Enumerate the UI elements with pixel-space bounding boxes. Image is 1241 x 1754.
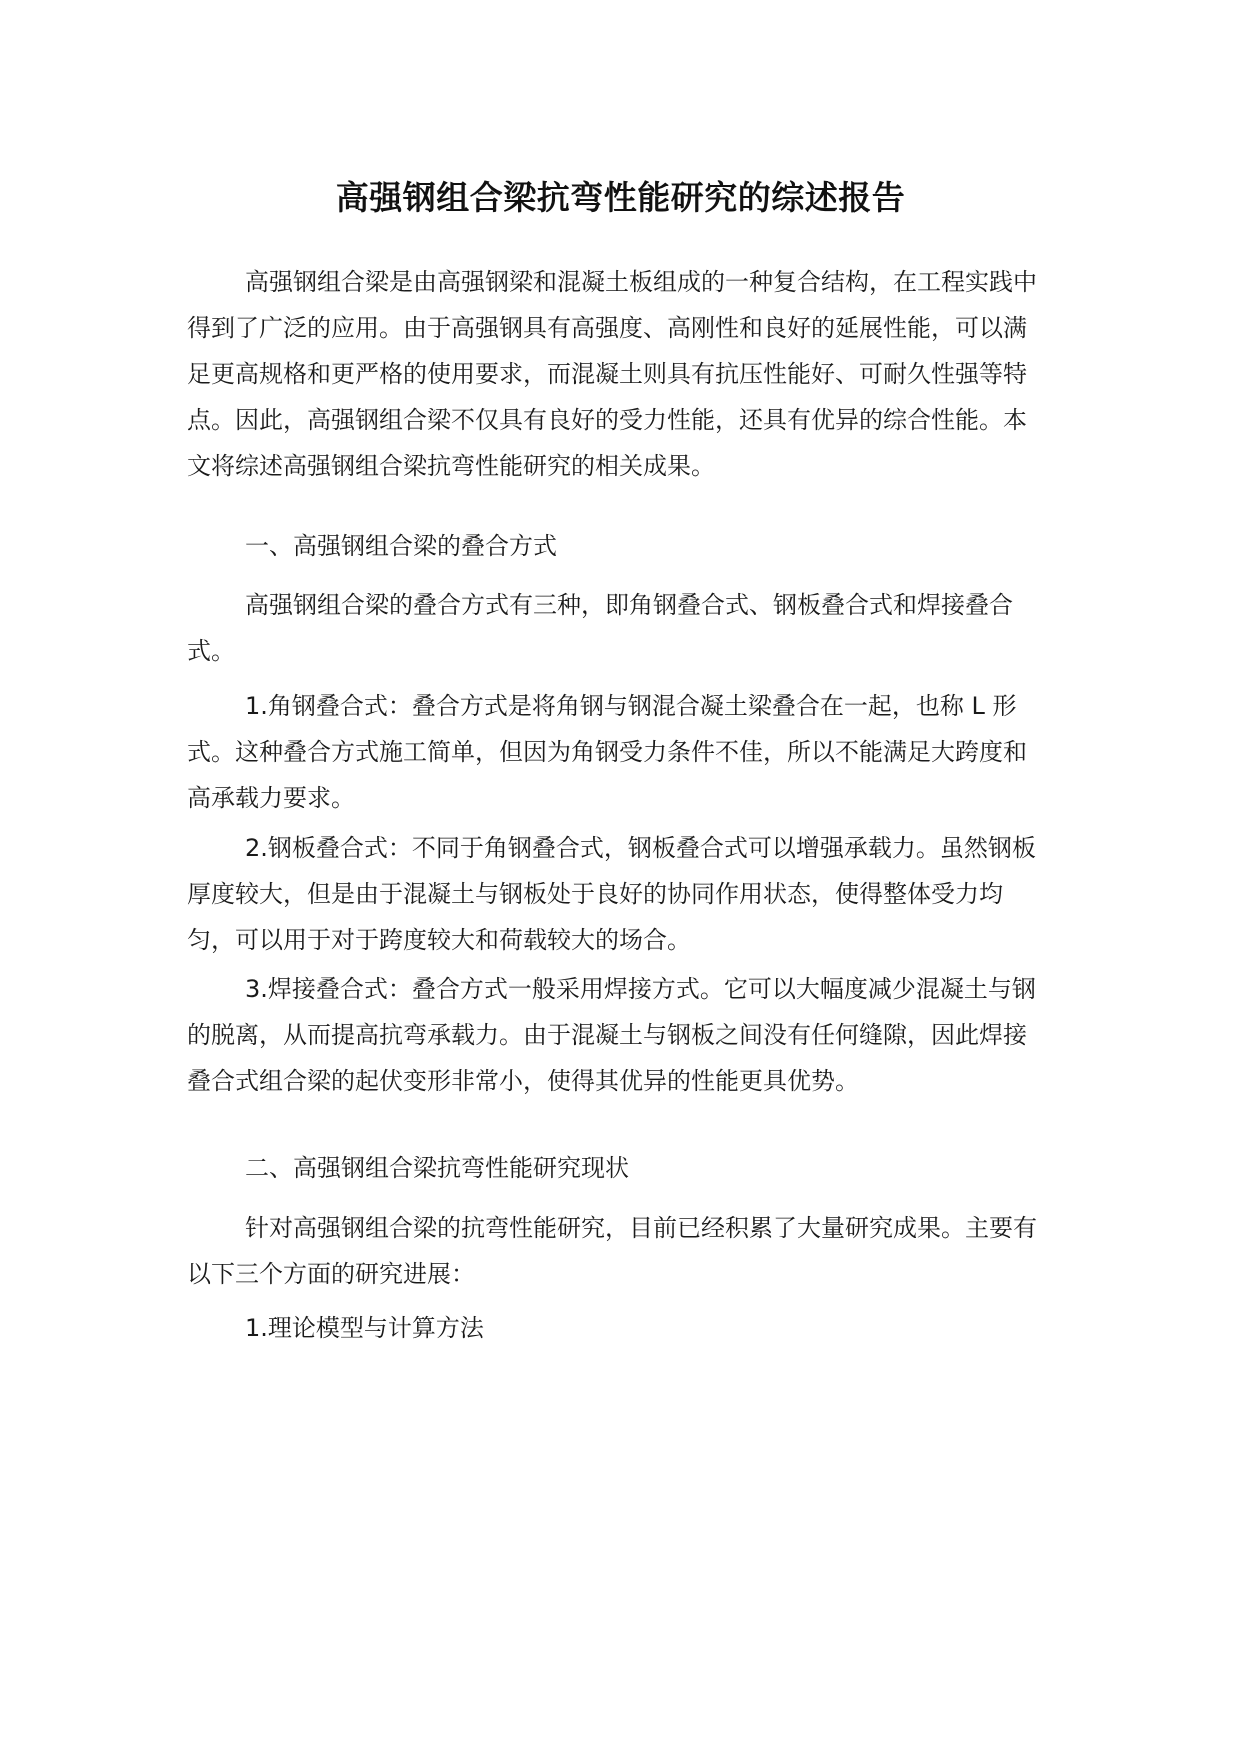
paragraph-welded: 3.焊接叠合式：叠合方式一般采用焊接方式。它可以大幅度减少混凝土与钢的脱离，从而提高抗弯承载力。由于混凝土与钢板之间没有任何缝隙，因此焊接叠合式组合梁的起伏变形非常小，使得其优异的性能更具优势。 <box>187 975 1036 1095</box>
section-heading-1: 一、高强钢组合梁的叠合方式 <box>245 532 557 560</box>
paragraph-angle-steel: 1.角钢叠合式：叠合方式是将角钢与钢混合凝土梁叠合在一起，也称 L 形式。这种叠合方式施工简单，但因为角钢受力条件不佳，所以不能满足大跨度和高承载力要求。 <box>187 692 1027 812</box>
paragraph-steel-plate: 2.钢板叠合式：不同于角钢叠合式，钢板叠合式可以增强承载力。虽然钢板厚度较大，但是由于混凝土与钢板处于良好的协同作用状态，使得整体受力均匀，可以用于对于跨度较大和荷载较大的场合。 <box>187 834 1036 954</box>
document-title: 高强钢组合梁抗弯性能研究的综述报告 <box>335 178 906 217</box>
paragraph-research-status: 针对高强钢组合梁的抗弯性能研究，目前已经积累了大量研究成果。主要有以下三个方面的研究进展： <box>187 1214 1037 1288</box>
subsection-heading-theory: 1.理论模型与计算方法 <box>245 1314 484 1342</box>
intro-paragraph: 高强钢组合梁是由高强钢梁和混凝土板组成的一种复合结构，在工程实践中得到了广泛的应用。由于高强钢具有高强度、高刚性和良好的延展性能，可以满足更高规格和更严格的使用要求，而混凝土则具有抗压性能好、可耐久性强等特点。因此，高强钢组合梁不仅具有良好的受力性能，还具有优异的综合性能。本文将综述高强钢组合梁抗弯性能研究的相关成果。 <box>187 268 1037 480</box>
section-heading-2: 二、高强钢组合梁抗弯性能研究现状 <box>245 1154 629 1182</box>
paragraph-overlap-methods: 高强钢组合梁的叠合方式有三种，即角钢叠合式、钢板叠合式和焊接叠合式。 <box>187 591 1013 665</box>
